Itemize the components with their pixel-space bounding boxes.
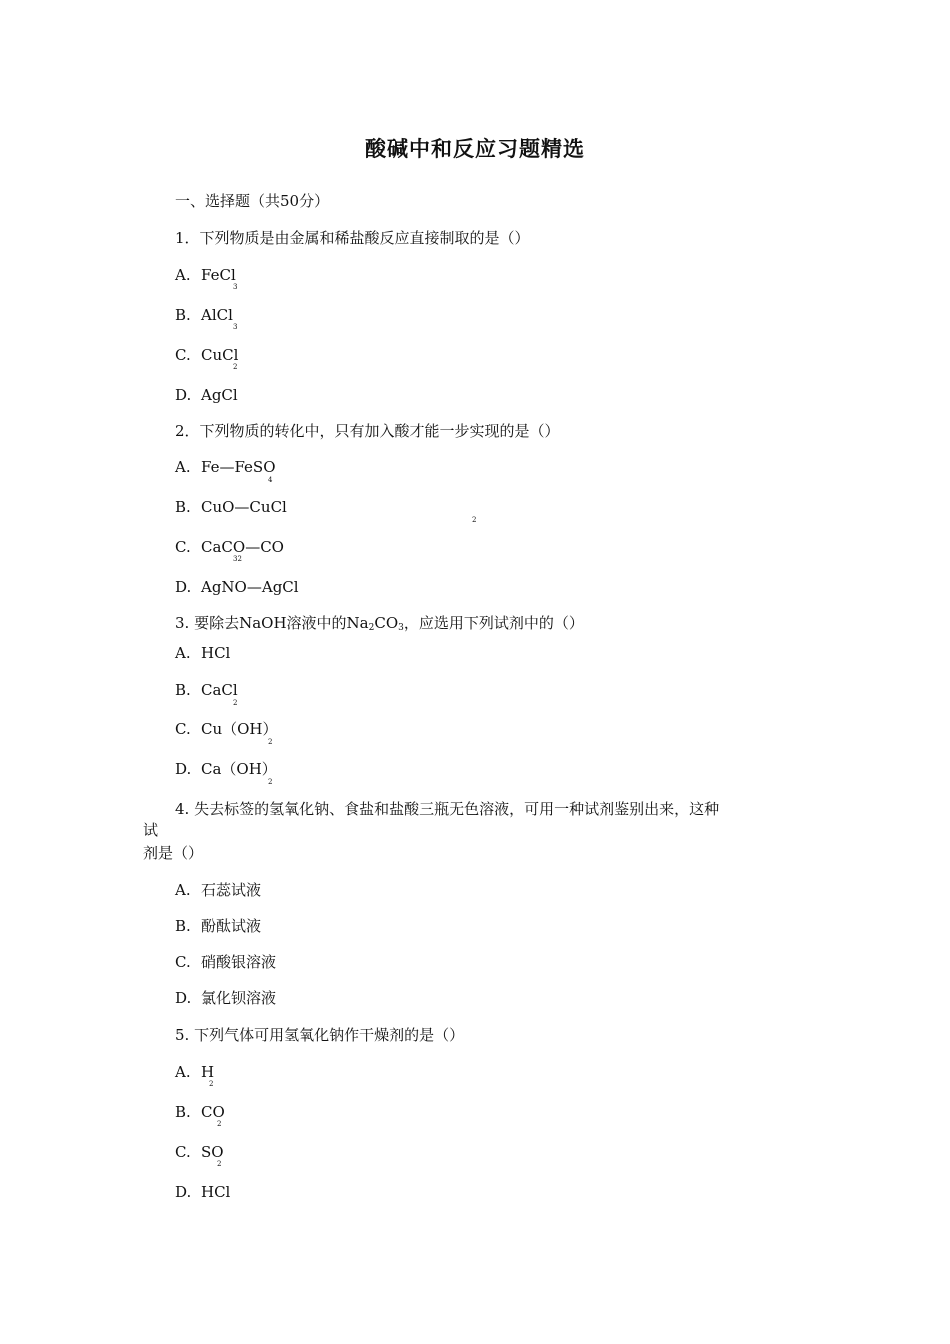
option-label: C.: [175, 538, 191, 556]
page-title: 酸碱中和反应习题精选: [365, 137, 585, 161]
option-label: C.: [175, 953, 191, 971]
question-2-stem: 2．下列物质的转化中，只有加入酸才能一步实现的是（）: [175, 422, 560, 440]
subscript: 3: [398, 623, 404, 633]
option-label: D.: [175, 989, 192, 1007]
question-5-stem: 5. 下列气体可用氢氧化钠作干燥剂的是（）: [175, 1026, 465, 1044]
option-text: HCl: [201, 644, 231, 662]
q5-option-c: [175, 1143, 224, 1161]
option-text: CuO—CuCl: [201, 498, 287, 516]
option-label: B.: [175, 681, 191, 699]
subscript: 2: [217, 1160, 222, 1168]
q2-option-c: [175, 538, 284, 556]
q5-option-d: [175, 1183, 230, 1201]
option-text: HCl: [201, 1183, 231, 1201]
option-label: D.: [175, 386, 192, 404]
option-label: A.: [175, 644, 191, 662]
q1-option-c: [175, 346, 238, 364]
q4-option-b: [175, 917, 261, 935]
question-1-stem: 1．下列物质是由金属和稀盐酸反应直接制取的是（）: [175, 229, 530, 247]
subscript: 3: [233, 283, 238, 291]
stem-text: 3. 要除去NaOH溶液中的Na: [175, 614, 369, 632]
option-text: AlCl: [201, 306, 233, 324]
option-label: C.: [175, 720, 191, 738]
subscript: 2: [217, 1120, 222, 1128]
q1-option-d: [175, 386, 238, 404]
option-text: CaCl: [201, 681, 238, 699]
subscript: 2: [268, 738, 273, 746]
subscript: 32: [233, 555, 242, 563]
q5-option-b: [175, 1103, 225, 1121]
option-text: Fe—FeSO: [201, 458, 276, 476]
section-heading: 一、选择题（共50分）: [175, 192, 330, 210]
option-text: CuCl: [201, 346, 239, 364]
option-text: CO: [201, 1103, 225, 1121]
option-label: A.: [175, 1063, 191, 1081]
q1-option-a: [175, 266, 236, 284]
option-text: 硝酸银溶液: [201, 953, 277, 971]
option-label: B.: [175, 917, 191, 935]
option-label: C.: [175, 1143, 191, 1161]
q3-option-b: [175, 681, 238, 699]
option-text: 酚酞试液: [201, 917, 262, 935]
option-text: AgNO—AgCl: [201, 578, 299, 596]
q3-option-c: [175, 720, 278, 738]
option-label: B.: [175, 306, 191, 324]
option-label: A.: [175, 881, 191, 899]
stem-text: ，应选用下列试剂中的（）: [403, 614, 584, 632]
option-label: D.: [175, 1183, 192, 1201]
option-text: Ca（OH）: [201, 760, 277, 778]
q2-option-a: [175, 458, 276, 476]
subscript: 2: [268, 778, 273, 786]
q4-option-a: [175, 881, 261, 899]
q4-option-c: [175, 953, 276, 971]
option-text: CaCO—CO: [201, 538, 284, 556]
option-text: FeCl: [201, 266, 236, 284]
option-text: Cu（OH）: [201, 720, 278, 738]
subscript: 2: [472, 516, 477, 524]
option-text: 石蕊试液: [201, 881, 262, 899]
option-label: A.: [175, 458, 191, 476]
question-4-stem-line-3: 剂是（）: [143, 844, 204, 862]
question-4-stem-line-2: 试: [143, 821, 159, 839]
q3-option-a: [175, 644, 230, 662]
question-4-stem-line-1: 4. 失去标签的氢氧化钠、食盐和盐酸三瓶无色溶液，可用一种试剂鉴别出来，这种: [175, 800, 720, 818]
q5-option-a: [175, 1063, 214, 1081]
option-text: H: [201, 1063, 215, 1081]
q4-option-d: [175, 989, 276, 1007]
q1-option-b: [175, 306, 233, 324]
option-label: B.: [175, 1103, 191, 1121]
option-label: D.: [175, 760, 192, 778]
option-text: AgCl: [201, 386, 238, 404]
q2-option-b: [175, 498, 287, 516]
stem-text: CO: [374, 614, 399, 632]
question-3-stem: [175, 614, 584, 637]
subscript: 2: [368, 623, 375, 633]
option-text: 氯化钡溶液: [201, 989, 277, 1007]
subscript: 4: [268, 476, 273, 484]
subscript: 2: [233, 363, 238, 371]
option-label: B.: [175, 498, 191, 516]
option-label: D.: [175, 578, 192, 596]
q2-option-d: [175, 578, 299, 596]
subscript: 3: [233, 323, 238, 331]
option-text: SO: [201, 1143, 224, 1161]
subscript: 2: [233, 699, 238, 707]
q3-option-d: [175, 760, 277, 778]
subscript: 2: [209, 1080, 214, 1088]
option-label: A.: [175, 266, 191, 284]
option-label: C.: [175, 346, 191, 364]
